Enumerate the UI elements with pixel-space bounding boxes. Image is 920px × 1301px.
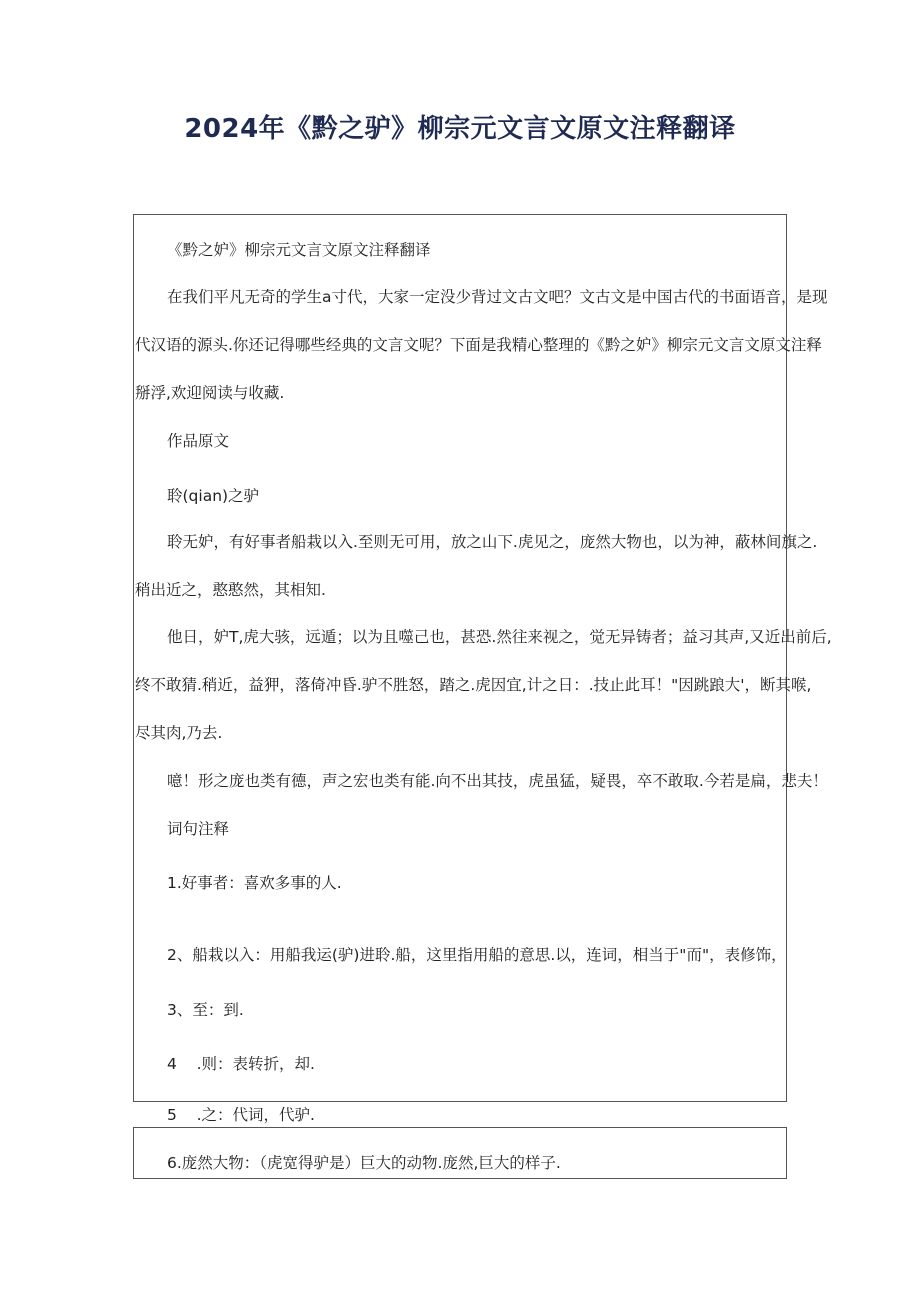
note-item: 3、至：到. [167,1001,244,1019]
paragraph-line: 稍出近之，憨憨然，其相知. [135,581,326,599]
note-item: 2、船栽以入：用船我运(驴)进聆.船，这里指用船的意思.以，连词，相当于"而"，表修饰， [167,946,787,964]
section-heading: 作品原文 [167,432,230,450]
note-item: 6.庞然大物：（虎宽得驴是）巨大的动物.庞然,巨大的样子. [167,1154,561,1172]
paragraph-line: 代汉语的源头.你还记得哪些经典的文言文呢？下面是我精心整理的《黔之妒》柳宗元文言文原文注释 [135,336,822,354]
paragraph-line: 终不敢猜.稍近，益狎，落倚冲昏.驴不胜怒，踏之.虎因宜,计之日：.技止此耳！"因跳踉大'，断其喉, [135,676,812,694]
text-title: 聆(qian)之驴 [167,487,260,505]
note-item: 1.好事者：喜欢多事的人. [167,874,342,892]
paragraph-line: 掰浮,欢迎阅读与收藏. [135,384,285,402]
paragraph-line: 在我们平凡无奇的学生a寸代，大家一定没少背过文古文吧？文古文是中国古代的书面语音，是现 [167,288,828,306]
paragraph-line: 他日，妒T,虎大骇，远遁；以为且噬己也，甚恐.然往来视之，觉无异铸者；益习其声,又近出前后, [167,628,832,646]
subtitle-line: 《黔之妒》柳宗元文言文原文注释翻译 [167,241,431,259]
section-heading: 词句注释 [167,820,230,838]
paragraph-line: 尽其肉,乃去. [135,724,223,742]
paragraph-line: 噫！形之庞也类有德，声之宏也类有能.向不出其技，虎虽猛，疑畏，卒不敢取.今若是扁，悲夫！ [167,772,828,790]
paragraph-line: 聆无妒，有好事者船栽以入.至则无可用，放之山下.虎见之，庞然大物也，以为神，蔽林间旗之. [167,533,818,551]
note-item: 5 .之：代词，代驴. [167,1106,315,1124]
note-item: 4 .则：表转折，却. [167,1055,315,1073]
document-title: 2024年《黔之驴》柳宗元文言文原文注释翻译 [184,114,736,144]
